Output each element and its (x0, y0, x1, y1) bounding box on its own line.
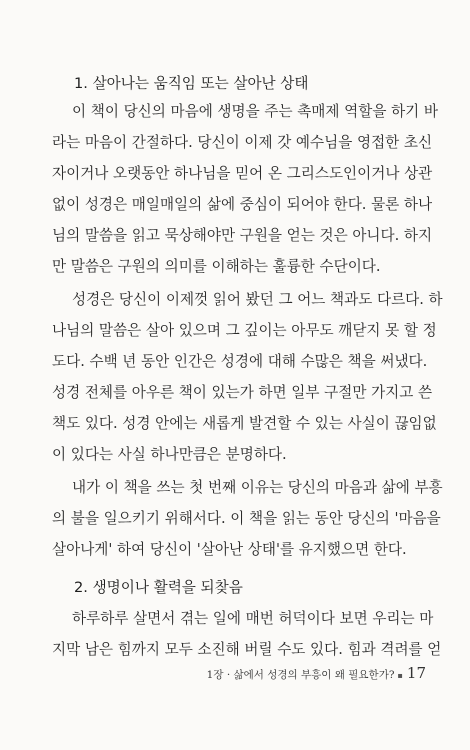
text-line: 이 있다는 사실 하나만큼은 분명하다. (52, 446, 287, 463)
text-line: 책도 있다. 성경 안에는 새롭게 발견할 수 있는 사실이 끊임없 (52, 415, 437, 432)
text-line: 없이 성경은 매일매일의 삶에 중심이 되어야 한다. 물론 하나 (52, 196, 433, 213)
section-heading-1: 1. 살아나는 움직임 또는 살아난 상태 (74, 75, 309, 92)
section-heading-2: 2. 생명이나 활력을 되찾음 (74, 579, 243, 596)
text-line: 지막 남은 힘까지 모두 소진해 버릴 수도 있다. 힘과 격려를 얻 (52, 641, 442, 658)
text-line: 의 불을 일으키기 위해서다. 이 책을 읽는 동안 당신의 '마음을 (52, 510, 441, 527)
text-line: 도다. 수백 년 동안 인간은 성경에 대해 수많은 책을 써냈다. (52, 353, 428, 370)
text-line: 살아나게' 하여 당신이 '살아난 상태'를 유지했으면 한다. (52, 541, 407, 558)
text-line: 이 책이 당신의 마음에 생명을 주는 촉매제 역할을 하기 바 (72, 103, 438, 120)
text-line: 님의 말씀을 읽고 묵상해야만 구원을 얻는 것은 아니다. 하지 (52, 227, 433, 244)
text-line: 자이거나 오랫동안 하나님을 믿어 온 그리스도인이거나 상관 (52, 165, 433, 182)
text-line: 성경 전체를 아우른 책이 있는가 하면 일부 구절만 가지고 쓴 (52, 384, 433, 401)
running-title: 1장 · 삶에서 성경의 부흥이 왜 필요한가? (206, 669, 395, 681)
text-line: 나님의 말씀은 살아 있으며 그 깊이는 아무도 깨닫지 못 할 정 (52, 322, 437, 339)
page-footer (207, 664, 426, 682)
text-line: 하루하루 살면서 겪는 일에 매번 허덕이다 보면 우리는 마 (72, 610, 434, 627)
text-line: 내가 이 책을 쓰는 첫 번째 이유는 당신의 마음과 삶에 부흥 (72, 479, 443, 496)
divider-mark-icon: ▪ (397, 671, 403, 680)
page-number: 17 (406, 664, 426, 682)
text-line: 라는 마음이 간절하다. 당신이 이제 갓 예수님을 영접한 초신 (52, 134, 433, 151)
text-line: 만 말씀은 구원의 의미를 이해하는 훌륭한 수단이다. (52, 258, 381, 275)
text-line: 성경은 당신이 이제껏 읽어 봤던 그 어느 책과도 다르다. 하 (72, 291, 443, 308)
